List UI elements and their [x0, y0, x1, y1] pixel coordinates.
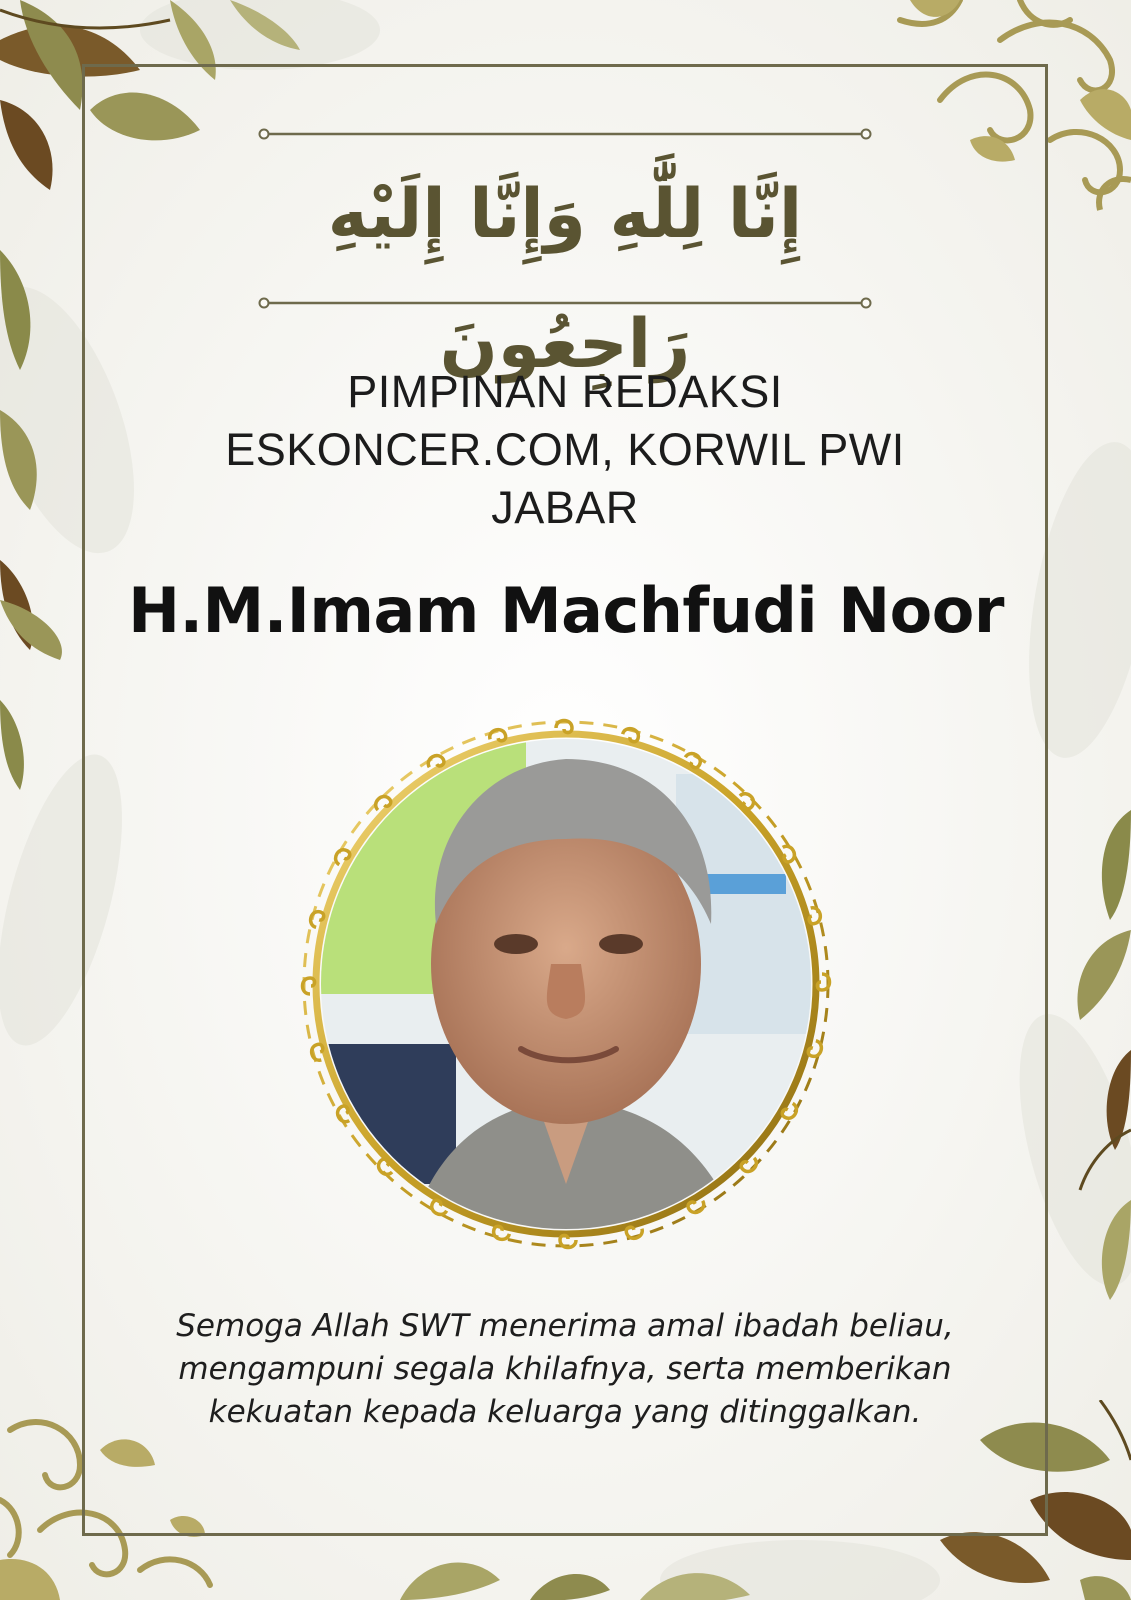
bottom-divider: [258, 296, 872, 310]
istirja-calligraphy: إِنَّا لِلَّٰهِ وَإِنَّا إِلَيْهِ رَاجِعُونَ: [327, 175, 803, 384]
right-floral-ornament: [1050, 800, 1131, 1360]
portrait-frame: [296, 714, 836, 1254]
portrait-photo: [296, 714, 836, 1254]
top-divider: [258, 127, 872, 141]
condolence-message: Semoga Allah SWT menerima amal ibadah beliau, mengampuni segala khilafnya, serta memberikan kekuatan kepada keluarga yang ditinggalkan.: [176, 1308, 954, 1430]
deceased-name: H.M.Imam Machfudi Noor: [128, 574, 1004, 647]
position-title: PIMPINAN REDAKSI ESKONCER.COM, KORWIL PWI JABAR: [225, 366, 905, 533]
left-floral-ornament: [0, 240, 80, 800]
